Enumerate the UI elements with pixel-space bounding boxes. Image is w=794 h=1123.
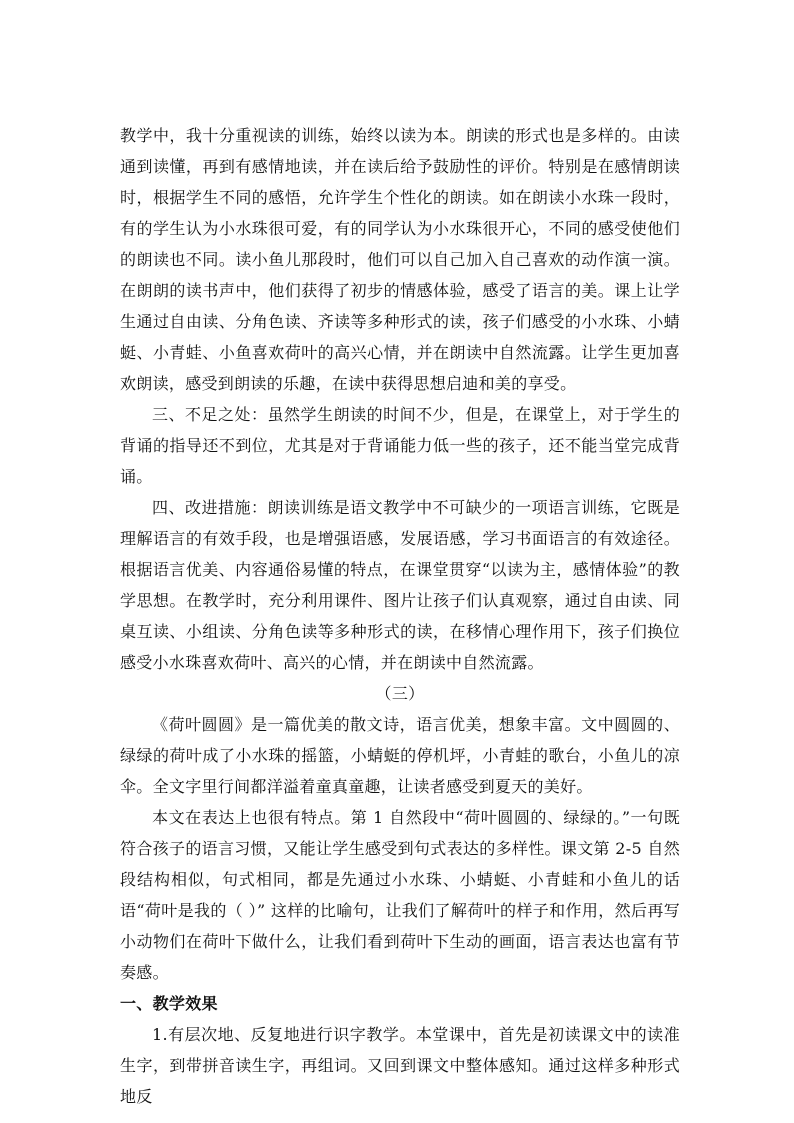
paragraph-expression: 本文在表达上也很有特点。第 1 自然段中“荷叶圆圆的、绿绿的。”一句既符合孩子的语言习惯，又能让学生感受到句式表达的多样性。课文第 2-5 自然段结构相似，句式相同，都是先通过小水珠、小蜻蜓、小青蛙和小鱼儿的话语“荷叶是我的（ ）” 这样的比喻句，让我们了解荷叶的样子和作用，然后再写小动物们在荷叶下做什么，让我们看到荷叶下生动的画面，语言表达也富有节奏感。: [120, 808, 680, 982]
paragraph-reading-method: 教学中，我十分重视读的训练，始终以读为本。朗读的形式也是多样的。由读通到读懂，再到有感情地读，并在读后给予鼓励性的评价。特别是在感情朗读时，根据学生不同的感悟，允许学生个性化的朗读。如在朗读小水珠一段时，有的学生认为小水珠很可爱，有的同学认为小水珠很开心，不同的感受使他们的朗读也不同。读小鱼儿那段时，他们可以自己加入自己喜欢的动作演一演。在朗朗的读书声中，他们获得了初步的情感体验，感受了语言的美。课上让学生通过自由读、分角色读、齐读等多种形式的读，孩子们感受的小水珠、小蜻蜓、小青蛙、小鱼喜欢荷叶的高兴心情，并在朗读中自然流露。让学生更加喜欢朗读，感受到朗读的乐趣，在读中获得思想启迪和美的享受。: [120, 126, 680, 393]
section-heading-three: （三）: [375, 684, 425, 703]
heading-teaching-effect: 一、教学效果: [120, 994, 218, 1013]
paragraph-literacy-teaching: 1.有层次地、反复地进行识字教学。本堂课中，首先是初读课文中的读准生字，到带拼音读生字，再组词。又回到课文中整体感知。通过这样多种形式地反: [120, 1025, 680, 1106]
document-body: [120, 120, 680, 1112]
paragraph-improvements: 四、改进措施：朗读训练是语文教学中不可缺少的一项语言训练，它既是理解语言的有效手段，也是增强语感，发展语感，学习书面语言的有效途径。根据语言优美、内容通俗易懂的特点，在课堂贯穿“以读为主，感情体验”的教学思想。在教学时，充分利用课件、图片让孩子们认真观察，通过自由读、同桌互读、小组读、分角色读等多种形式的读，在移情心理作用下，孩子们换位感受小水珠喜欢荷叶、高兴的心情，并在朗读中自然流露。: [120, 498, 680, 672]
paragraph-shortcomings: 三、不足之处：虽然学生朗读的时间不少，但是，在课堂上，对于学生的背诵的指导还不到位，尤其是对于背诵能力低一些的孩子，还不能当堂完成背诵。: [120, 405, 680, 486]
paragraph-lotus-intro: 《荷叶圆圆》是一篇优美的散文诗，语言优美，想象丰富。文中圆圆的、绿绿的荷叶成了小水珠的摇篮，小蜻蜓的停机坪，小青蛙的歌台，小鱼儿的凉伞。全文字里行间都洋溢着童真童趣，让读者感受到夏天的美好。: [120, 715, 680, 796]
